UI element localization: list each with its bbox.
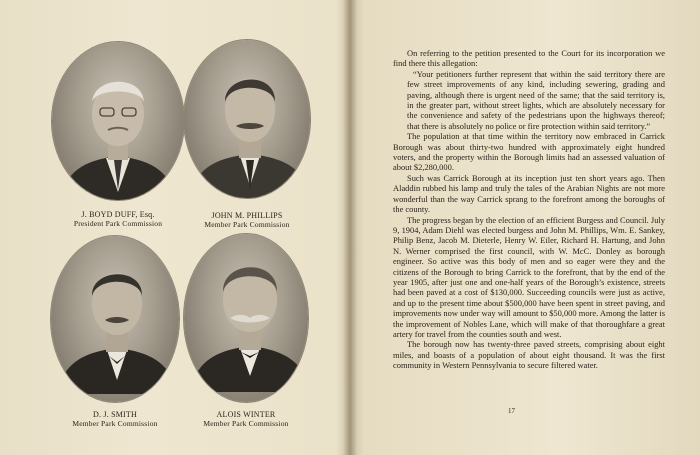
book-gutter (343, 0, 357, 455)
paragraph: The borough now has twenty-three paved streets, comprising about eight miles, and boasts of a population of about eight thousand. It was the first community in Western Pennsylvania to secure filtered water. (393, 339, 665, 371)
portrait-title: Member Park Commission (204, 220, 290, 229)
portrait-name: J. BOYD DUFF, Esq. (81, 210, 155, 219)
portrait-photo (184, 40, 310, 198)
portrait-photo (51, 236, 179, 402)
portrait-caption (40, 410, 190, 428)
portrait-title: President Park Commission (73, 219, 163, 228)
page-body-text (393, 48, 665, 371)
paragraph: The population at that time within the territory now embraced in Carrick Borough was about thirty-two hundred with approximately eight hundred voters, and the property within the Borough limits had an assessed valuation of about $2,280,000. (393, 131, 665, 173)
portrait-photo (184, 234, 308, 402)
paragraph: Such was Carrick Borough at its inception just ten short years ago. Then Aladdin rubbed his lamp and truly the tales of the Arabian Nights are not more wonderful than the way Carrick sprang to the forefront among the boroughs of the county. (393, 172, 665, 215)
portrait-caption (172, 211, 322, 229)
portrait-photo (52, 42, 184, 200)
portrait-title: Member Park Commission (203, 419, 289, 428)
portrait-title: Member Park Commission (72, 419, 158, 428)
portrait-name: ALOIS WINTER (216, 410, 276, 419)
petition-quote (393, 69, 665, 131)
paragraph: The progress began by the election of an efficient Burgess and Council. July 9, 1904, Adam Diehl was elected burgess and John M. Phillips, Wm. E. Sankey, Philip Benz, Jacob M. Dieterle, Henry W. Eiler, Richard H. Hartung, and John N. Werner comprised the first council, with W. McC. Donley as borough engineer. So active was this body of men and so eager were they and the citizens of the Borough to bring Carrick to the forefront, that by the end of the year 1905, after just one and one-half years of the Borough’s existence, streets had been paved at a cost of $130,000. Succeeding councils were just as active, and up to the present time about $500,000 have been spent in street paving, and improvements now under way will amount to $50,000 more. Among the latter is the improvement of Nobles Lane, which will make of that thoroughfare a great artery for travel from the counties south and west. (393, 214, 665, 339)
portrait-name: JOHN M. PHILLIPS (211, 211, 283, 220)
quote-text: “Your petitioners further represent that within the said territory there are few street improvements of any kind, including sewering, grading and paving, although there is urgent need of the same; that the said territory is, in the greater part, without street lights, which are absolutely necessary for the convenience and safety of the pedestrians upon the highways thereof; that there is absolutely no police or fire protection within said territory.” (407, 68, 665, 131)
paragraph: On referring to the petition presented to the Court for its incorporation we find there this allegation: (393, 48, 665, 69)
portrait-name: D. J. SMITH (93, 410, 137, 419)
portrait-caption (43, 210, 193, 228)
portrait-caption (171, 410, 321, 428)
page-number: 17 (508, 407, 515, 415)
